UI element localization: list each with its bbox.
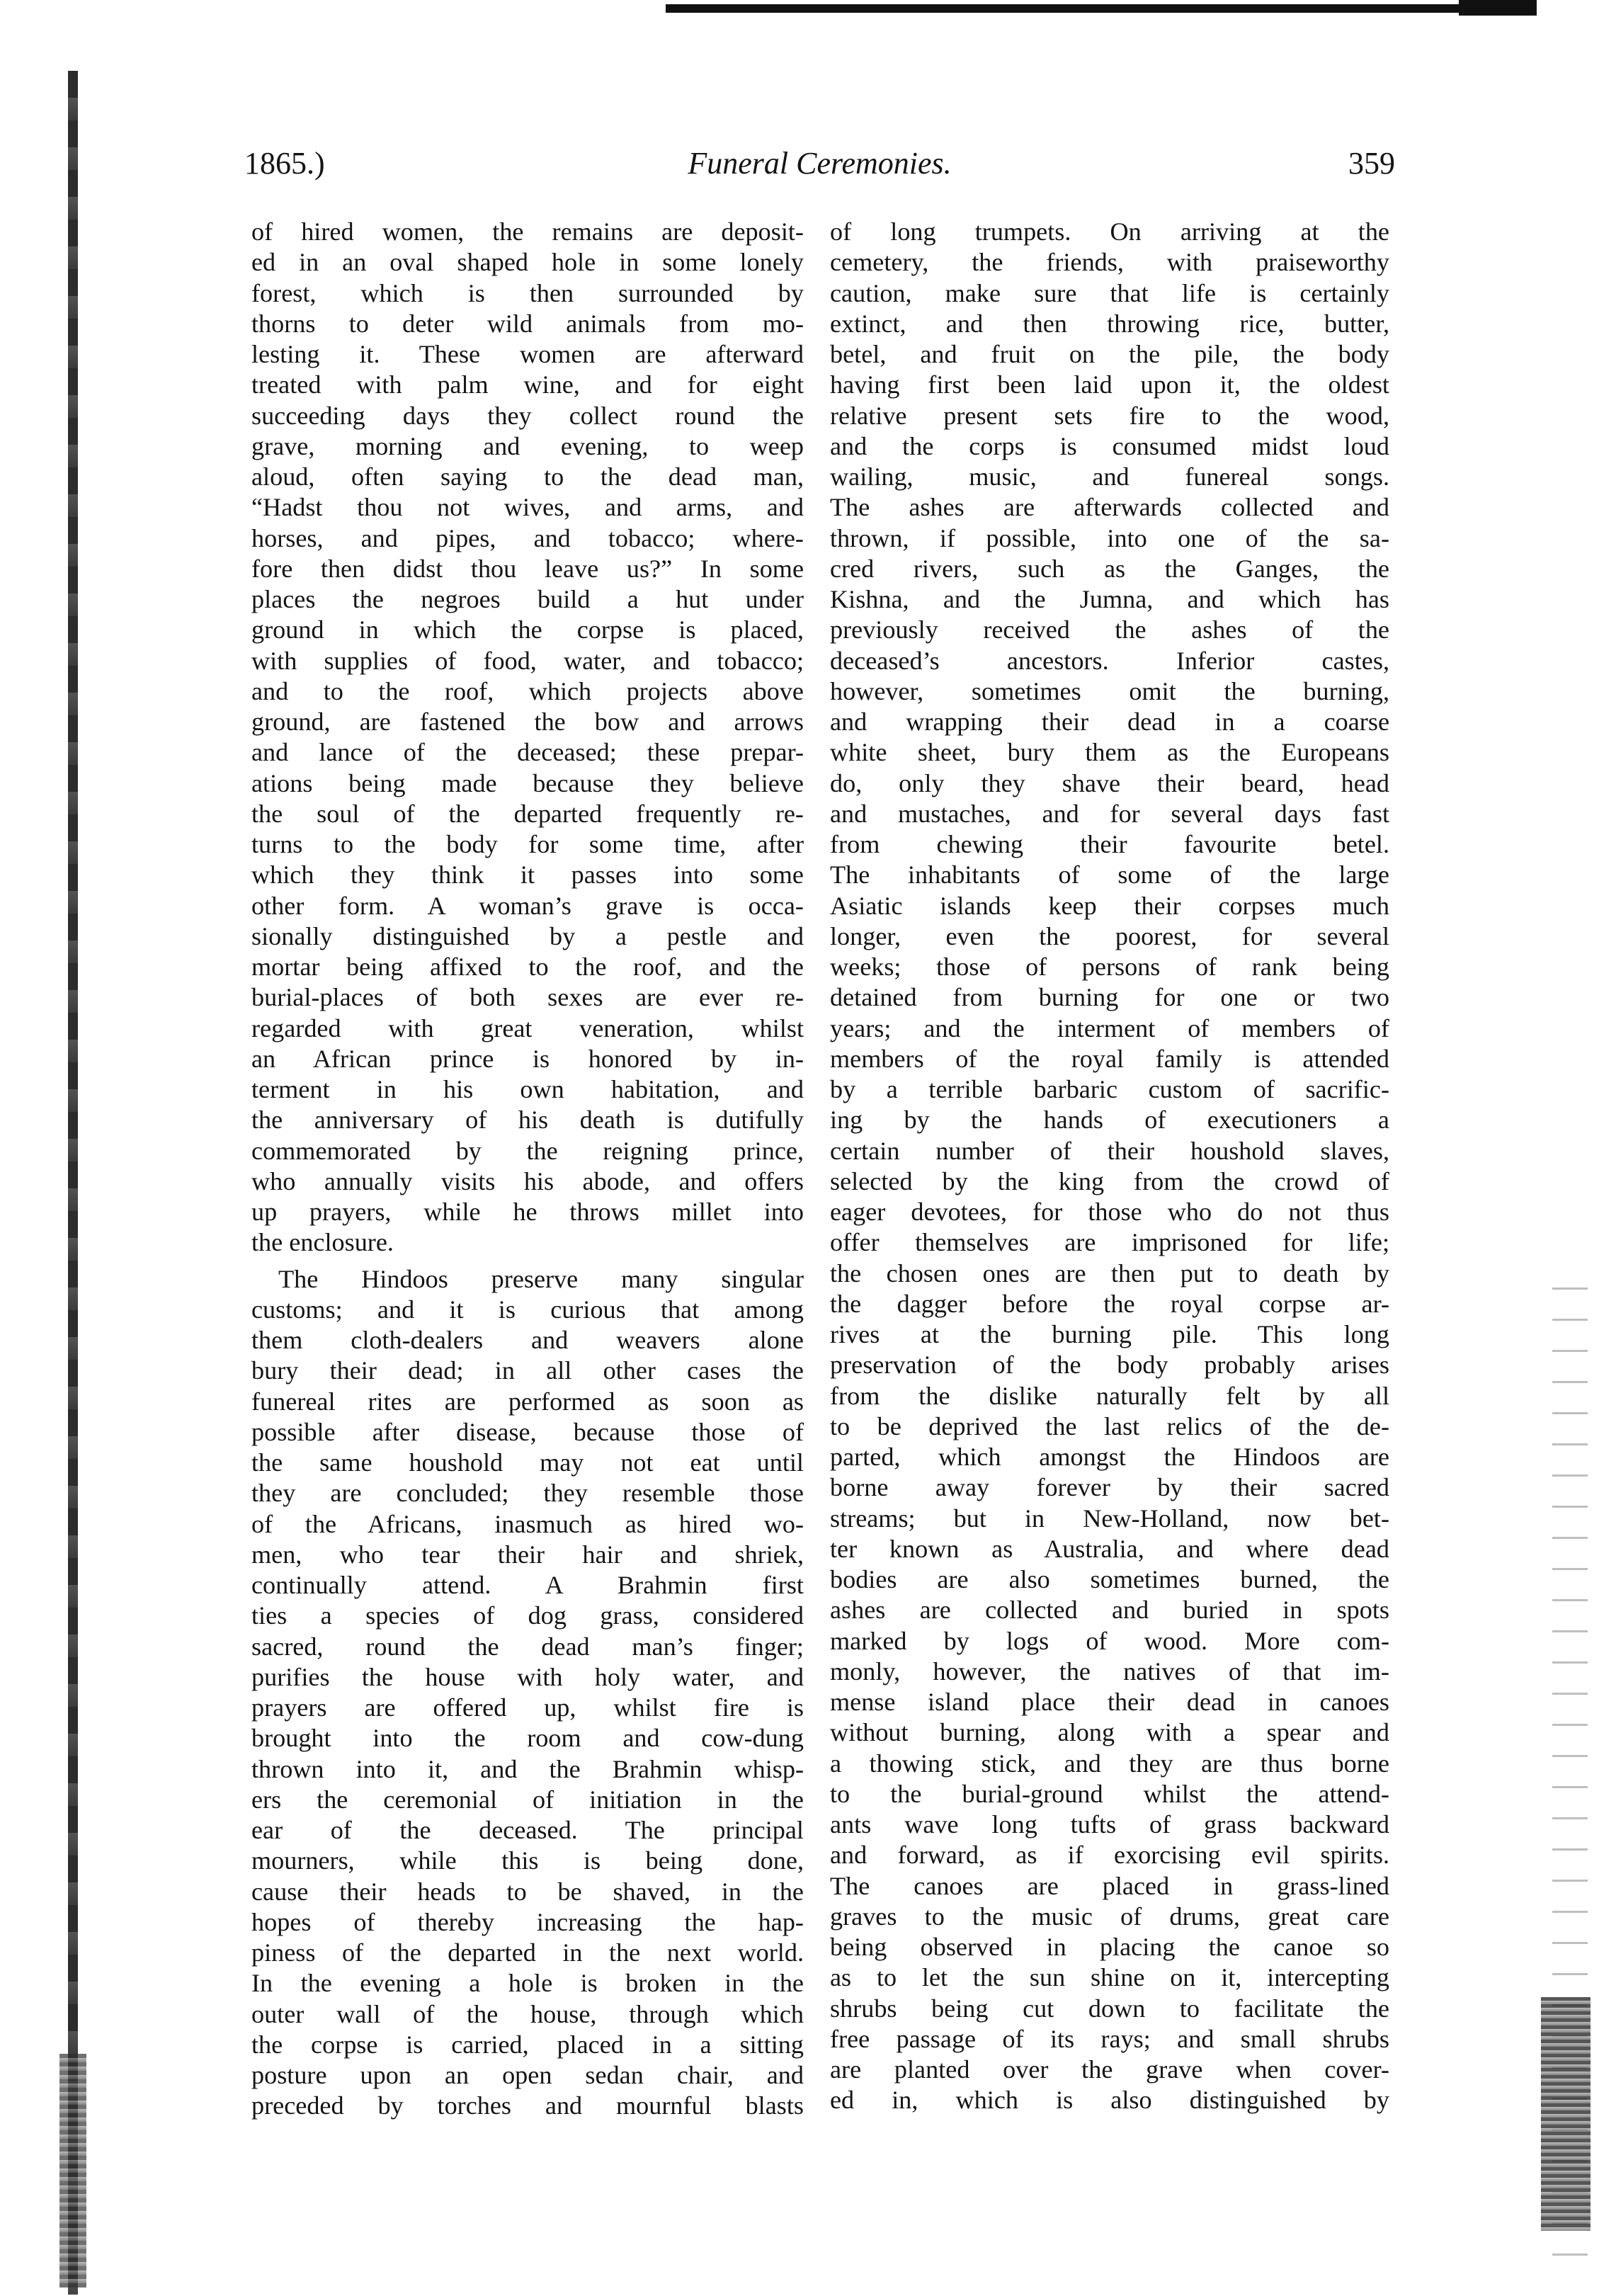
text-line: deceased’s ancestors. Inferior castes, <box>830 646 1389 675</box>
text-line: ers the ceremonial of initiation in the <box>251 1785 804 1814</box>
left-column <box>251 217 804 2122</box>
text-line: who annually visits his abode, and offers <box>251 1166 804 1195</box>
text-line: burial-places of both sexes are ever re- <box>251 983 804 1012</box>
text-line: and mustaches, and for several days fast <box>830 799 1389 828</box>
text-line: rives at the burning pile. This long <box>830 1320 1389 1348</box>
text-line: ed in an oval shaped hole in some lonely <box>251 248 804 277</box>
text-line: ter known as Australia, and where dead <box>830 1534 1389 1563</box>
text-line: ations being made because they believe <box>251 768 804 797</box>
text-line: from chewing their favourite betel. <box>830 830 1389 858</box>
text-line: white sheet, bury them as the Europeans <box>830 738 1389 767</box>
text-line: funereal rites are performed as soon as <box>251 1387 804 1416</box>
text-line: offer themselves are imprisoned for life; <box>830 1228 1389 1257</box>
text-line: shrubs being cut down to facilitate the <box>830 1994 1389 2023</box>
text-line: up prayers, while he throws millet into <box>251 1198 804 1226</box>
running-head <box>244 145 1395 195</box>
text-line: turns to the body for some time, after <box>251 830 804 858</box>
text-line: cause their heads to be shaved, in the <box>251 1877 804 1906</box>
text-line: preservation of the body probably arises <box>830 1351 1389 1380</box>
text-line: places the negroes build a hut under <box>251 585 804 613</box>
text-line: ground, are fastened the bow and arrows <box>251 707 804 736</box>
text-line: Asiatic islands keep their corpses much <box>830 891 1389 920</box>
text-line: borne away forever by their sacred <box>830 1473 1389 1502</box>
text-line: the anniversary of his death is dutifully <box>251 1106 804 1135</box>
text-line: ing by the hands of executioners a <box>830 1106 1389 1135</box>
text-line: sacred, round the dead man’s finger; <box>251 1632 804 1661</box>
text-line: longer, even the poorest, for several <box>830 921 1389 950</box>
text-line: lesting it. These women are afterward <box>251 340 804 368</box>
text-line: of the Africans, inasmuch as hired wo- <box>251 1509 804 1538</box>
text-line: purifies the house with holy water, and <box>251 1662 804 1691</box>
binding-edge-shadow <box>68 71 78 2295</box>
text-line: aloud, often saying to the dead man, <box>251 462 804 491</box>
text-line: thorns to deter wild animals from mo- <box>251 309 804 338</box>
paragraph <box>251 1264 804 2122</box>
text-line: of long trumpets. On arriving at the <box>830 217 1389 246</box>
text-line: sionally distinguished by a pestle and <box>251 921 804 950</box>
text-line: brought into the room and cow-dung <box>251 1724 804 1753</box>
text-line: caution, make sure that life is certainly <box>830 278 1389 307</box>
text-line: Kishna, and the Jumna, and which has <box>830 585 1389 613</box>
text-line: customs; and it is curious that among <box>251 1295 804 1324</box>
text-line: by a terrible barbaric custom of sacrific- <box>830 1075 1389 1103</box>
text-line: the enclosure. <box>251 1228 394 1257</box>
running-head-year: 1865.) <box>244 146 325 181</box>
text-line: marked by logs of wood. More com- <box>830 1626 1389 1655</box>
text-line: to the burial-ground whilst the attend- <box>830 1779 1389 1808</box>
text-line: the corpse is carried, placed in a sitting <box>251 2030 804 2059</box>
text-line: as to let the sun shine on it, intercepting <box>830 1963 1389 1992</box>
text-line: ear of the deceased. The principal <box>251 1816 804 1844</box>
text-line: an African prince is honored by in- <box>251 1044 804 1073</box>
text-line: succeeding days they collect round the <box>251 401 804 430</box>
text-line: terment in his own habitation, and <box>251 1075 804 1103</box>
text-line: treated with palm wine, and for eight <box>251 370 804 399</box>
text-line: eager devotees, for those who do not thus <box>830 1198 1389 1226</box>
text-line: being observed in placing the canoe so <box>830 1933 1389 1961</box>
text-line: piness of the departed in the next world. <box>251 1938 804 1967</box>
text-line: posture upon an open sedan chair, and <box>251 2061 804 2089</box>
text-line: do, only they shave their beard, head <box>830 768 1389 797</box>
text-line: to be deprived the last relics of the de- <box>830 1411 1389 1440</box>
text-line: and the corps is consumed midst loud <box>830 431 1389 460</box>
paragraph <box>251 217 804 1258</box>
text-line: extinct, and then throwing rice, butter, <box>830 309 1389 338</box>
running-head-title: Funeral Ceremonies. <box>688 146 952 181</box>
text-line: wailing, music, and funereal songs. <box>830 462 1389 491</box>
page-edge-block <box>1541 1997 1591 2231</box>
text-line: The Hindoos preserve many singular <box>278 1264 804 1293</box>
text-line: ed in, which is also distinguished by <box>830 2086 1389 2115</box>
text-line: betel, and fruit on the pile, the body <box>830 340 1389 368</box>
text-line: parted, which amongst the Hindoos are <box>830 1443 1389 1471</box>
text-line: ground in which the corpse is placed, <box>251 615 804 644</box>
text-line: free passage of its rays; and small shrubs <box>830 2024 1389 2053</box>
top-rule <box>666 0 1537 16</box>
text-line: fore then didst thou leave us?” In some <box>251 554 804 583</box>
text-line: previously received the ashes of the <box>830 615 1389 644</box>
text-line: forest, which is then surrounded by <box>251 278 804 307</box>
text-line: monly, however, the natives of that im- <box>830 1656 1389 1686</box>
text-line: In the evening a hole is broken in the <box>251 1969 804 1998</box>
text-line: ties a species of dog grass, considered <box>251 1601 804 1630</box>
text-line: graves to the music of drums, great care <box>830 1902 1389 1931</box>
text-line: the chosen ones are then put to death by <box>830 1258 1389 1288</box>
text-line: and wrapping their dead in a coarse <box>830 707 1389 736</box>
text-line: continually attend. A Brahmin first <box>251 1571 804 1599</box>
text-line: ashes are collected and buried in spots <box>830 1596 1389 1625</box>
text-line: mortar being affixed to the roof, and the <box>251 953 804 981</box>
text-line: grave, morning and evening, to weep <box>251 431 804 460</box>
text-line: the soul of the departed frequently re- <box>251 799 804 828</box>
text-line: “Hadst thou not wives, and arms, and <box>251 493 804 522</box>
text-line: cred rivers, such as the Ganges, the <box>830 554 1389 583</box>
text-line: The canoes are placed in grass-lined <box>830 1871 1389 1900</box>
text-line: them cloth-dealers and weavers alone <box>251 1326 804 1354</box>
text-line: the dagger before the royal corpse ar- <box>830 1289 1389 1318</box>
text-line: commemorated by the reigning prince, <box>251 1136 804 1165</box>
text-line: mourners, while this is being done, <box>251 1846 804 1875</box>
text-line: prayers are offered up, whilst fire is <box>251 1693 804 1722</box>
paragraph-gap <box>251 1258 804 1264</box>
text-line: regarded with great veneration, whilst <box>251 1013 804 1042</box>
text-line: men, who tear their hair and shriek, <box>251 1540 804 1569</box>
text-line: The inhabitants of some of the large <box>830 860 1389 890</box>
text-line: selected by the king from the crowd of <box>830 1166 1389 1195</box>
text-line: without burning, along with a spear and <box>830 1718 1389 1747</box>
text-line: possible after disease, because those of <box>251 1417 804 1446</box>
text-line: bury their dead; in all other cases the <box>251 1356 804 1385</box>
text-line: members of the royal family is attended <box>830 1044 1389 1073</box>
text-line: however, sometimes omit the burning, <box>830 676 1389 705</box>
text-line: cemetery, the friends, with praiseworthy <box>830 248 1389 277</box>
text-line: the same houshold may not eat until <box>251 1448 804 1477</box>
right-column <box>830 217 1389 2116</box>
text-line: ants wave long tufts of grass backward <box>830 1810 1389 1838</box>
text-line: detained from burning for one or two <box>830 983 1389 1012</box>
text-line: outer wall of the house, through which <box>251 1999 804 2028</box>
text-line: having first been laid upon it, the oldest <box>830 370 1389 399</box>
text-line: bodies are also sometimes burned, the <box>830 1565 1389 1593</box>
text-line: with supplies of food, water, and tobacco; <box>251 646 804 675</box>
text-line: horses, and pipes, and tobacco; where- <box>251 523 804 552</box>
text-line: weeks; those of persons of rank being <box>830 953 1389 981</box>
binding-edge-noise <box>59 2054 86 2288</box>
text-line: of hired women, the remains are deposit- <box>251 217 804 246</box>
text-line: they are concluded; they resemble those <box>251 1479 804 1508</box>
text-line: preceded by torches and mournful blasts <box>251 2091 804 2120</box>
text-line: years; and the interment of members of <box>830 1013 1389 1042</box>
text-line: other form. A woman’s grave is occa- <box>251 891 804 920</box>
text-line: thrown, if possible, into one of the sa- <box>830 523 1389 552</box>
text-line: and forward, as if exorcising evil spirits. <box>830 1841 1389 1870</box>
page-number: 359 <box>1348 146 1395 181</box>
text-line: hopes of thereby increasing the hap- <box>251 1907 804 1936</box>
paragraph <box>830 217 1389 2116</box>
text-line: certain number of their houshold slaves, <box>830 1136 1389 1165</box>
text-line: mense island place their dead in canoes <box>830 1688 1389 1716</box>
text-line: The ashes are afterwards collected and <box>830 493 1389 522</box>
text-line: streams; but in New-Holland, now bet- <box>830 1504 1389 1533</box>
text-line: which they think it passes into some <box>251 860 804 890</box>
text-line: thrown into it, and the Brahmin whisp- <box>251 1754 804 1783</box>
text-line: and to the roof, which projects above <box>251 676 804 705</box>
text-line: and lance of the deceased; these prepar- <box>251 738 804 767</box>
text-line: are planted over the grave when cover- <box>830 2055 1389 2084</box>
text-line: a thowing stick, and they are thus borne <box>830 1749 1389 1778</box>
text-line: from the dislike naturally felt by all <box>830 1381 1389 1410</box>
text-line: relative present sets fire to the wood, <box>830 401 1389 430</box>
